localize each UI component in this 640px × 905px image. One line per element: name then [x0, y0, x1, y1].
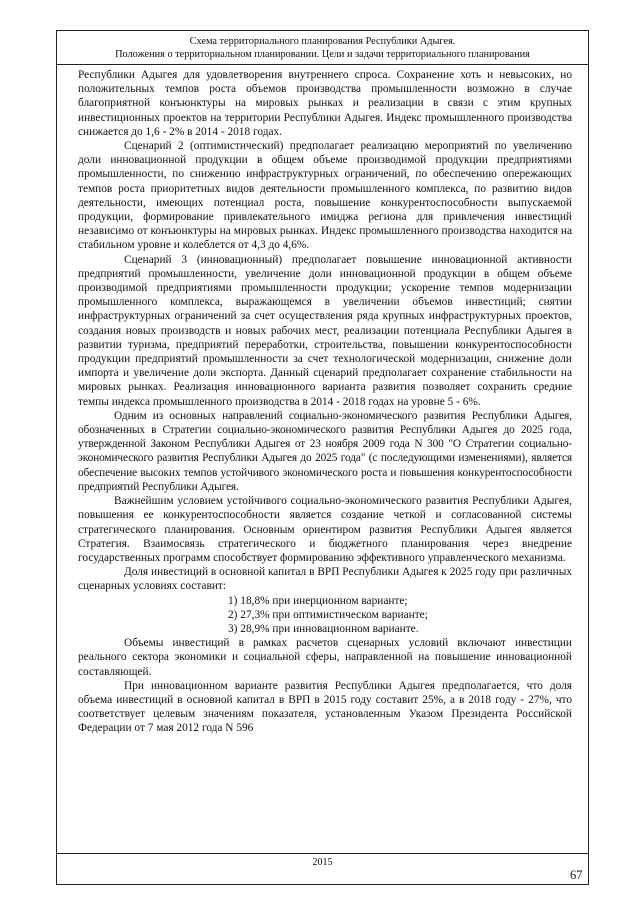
list-item: 3) 28,9% при инновационном варианте.: [228, 622, 419, 635]
page-header: [56, 36, 589, 61]
scenario-list: [78, 594, 572, 637]
list-item: 1) 18,8% при инерционном варианте;: [228, 594, 408, 607]
header-title: Схема территориального планирования Республики Адыгея.: [189, 36, 456, 47]
header-divider: [56, 64, 589, 65]
page-number: 67: [570, 868, 583, 882]
header-subtitle: Положения о территориальном планировании. Цели и задачи территориального планирования: [115, 48, 530, 60]
paragraph-3: Сценарий 3 (инновационный) предполагает повышение инновационной активности предприятий промышленности, увеличение доли инновационной продукции в общем объеме производимой предприятиями промышленности продукции; ускорение темпов модернизации промышленного комплекса, выражающемся в увеличении объемов инвестиций; снятии инфраструктурных ограничений за счет осуществления ряда крупных инфраструктурных проектов, создания новых производств и новых рабочих мест, реализации потенциала Республики Адыгея в развитии туризма, предприятий переработки, строительства, повышении конкурентоспособности продукции предприятий промышленности за счет технологической модернизации, снижение доли импорта и увеличение доли экспорта. Данный сценарий предполагает сохранение стабильности на мировых рынках. Реализация инновационного варианта развития позволяет сохранить средние темпы индекса промышленного производства в 2014 - 2018 годах на уровне 5 - 6%.: [78, 253, 572, 408]
paragraph-1: Республики Адыгея для удовлетворения внутреннего спроса. Сохранение хоть и невысоких, но положительных темпов роста объемов производства промышленности возможно в случае благоприятной конъюнктуры на мировых рынках и реализации в связи с этим крупных инвестиционных проектов на территории Республики Адыгея. Индекс промышленного производства снижается до 1,6 - 2% в 2014 - 2018 годах.: [78, 69, 572, 138]
paragraph-4: Одним из основных направлений социально-экономического развития Республики Адыгея, обозначенных в Стратегии социально-экономического развития Республики Адыгея до 2025 года, утвержденной Законом Республики Адыгея от 23 ноября 2009 года N 300 "О Стратегии социально-экономического развития Республики Адыгея до 2025 года" (с последующими изменениями), является обеспечение высоких темпов устойчивого экономического роста и повышения конкурентоспособности предприятий Республики Адыгея.: [78, 409, 572, 493]
footer-divider: [56, 853, 589, 854]
paragraph-7: Объемы инвестиций в рамках расчетов сценарных условий включают инвестиции реального сектора экономики и социальной сферы, направленной на повышение инновационной составляющей.: [78, 637, 572, 678]
document-body: [78, 68, 572, 736]
paragraph-6: Доля инвестиций в основной капитал в ВРП Республики Адыгея к 2025 году при различных сценарных условиях составит:: [78, 566, 572, 593]
footer-year: 2015: [312, 857, 333, 868]
list-item: 2) 27,3% при оптимистическом варианте;: [228, 608, 428, 621]
paragraph-2: Сценарий 2 (оптимистический) предполагает реализацию мероприятий по увеличению доли инновационной продукции в общем объеме производимой продукции предприятиями промышленности, по снижению инфраструктурных ограничений, по обеспечению опережающих темпов роста приоритетных видов деятельности промышленного комплекса, по развитию видов деятельности, имеющих потенциал роста, повышение конкурентоспособности выпускаемой продукции, формирование привлекательного имиджа региона для привлечения инвестиций независимо от конъюнктуры на мировых рынках. Индекс промышленного производства находится на стабильном уровне и колеблется от 4,3 до 4,6%.: [78, 140, 572, 252]
paragraph-8: При инновационном варианте развития Республики Адыгея предполагается, что доля объема инвестиций в основной капитал в ВРП в 2015 году составит 25%, а в 2018 году - 27%, что соответствует целевым значениям показателя, установленным Указом Президента Российской Федерации от 7 мая 2012 года N 596: [78, 679, 572, 735]
paragraph-5: Важнейшим условием устойчивого социально-экономического развития Республики Адыгея, повышения ее конкурентоспособности является создание четкой и согласованной системы стратегического планирования. Основным ориентиром развития Республики Адыгея является Стратегия. Взаимосвязь стратегического и бюджетного планирования через внедрение государственных программ способствует формированию эффективного управленческого механизма.: [78, 495, 572, 564]
